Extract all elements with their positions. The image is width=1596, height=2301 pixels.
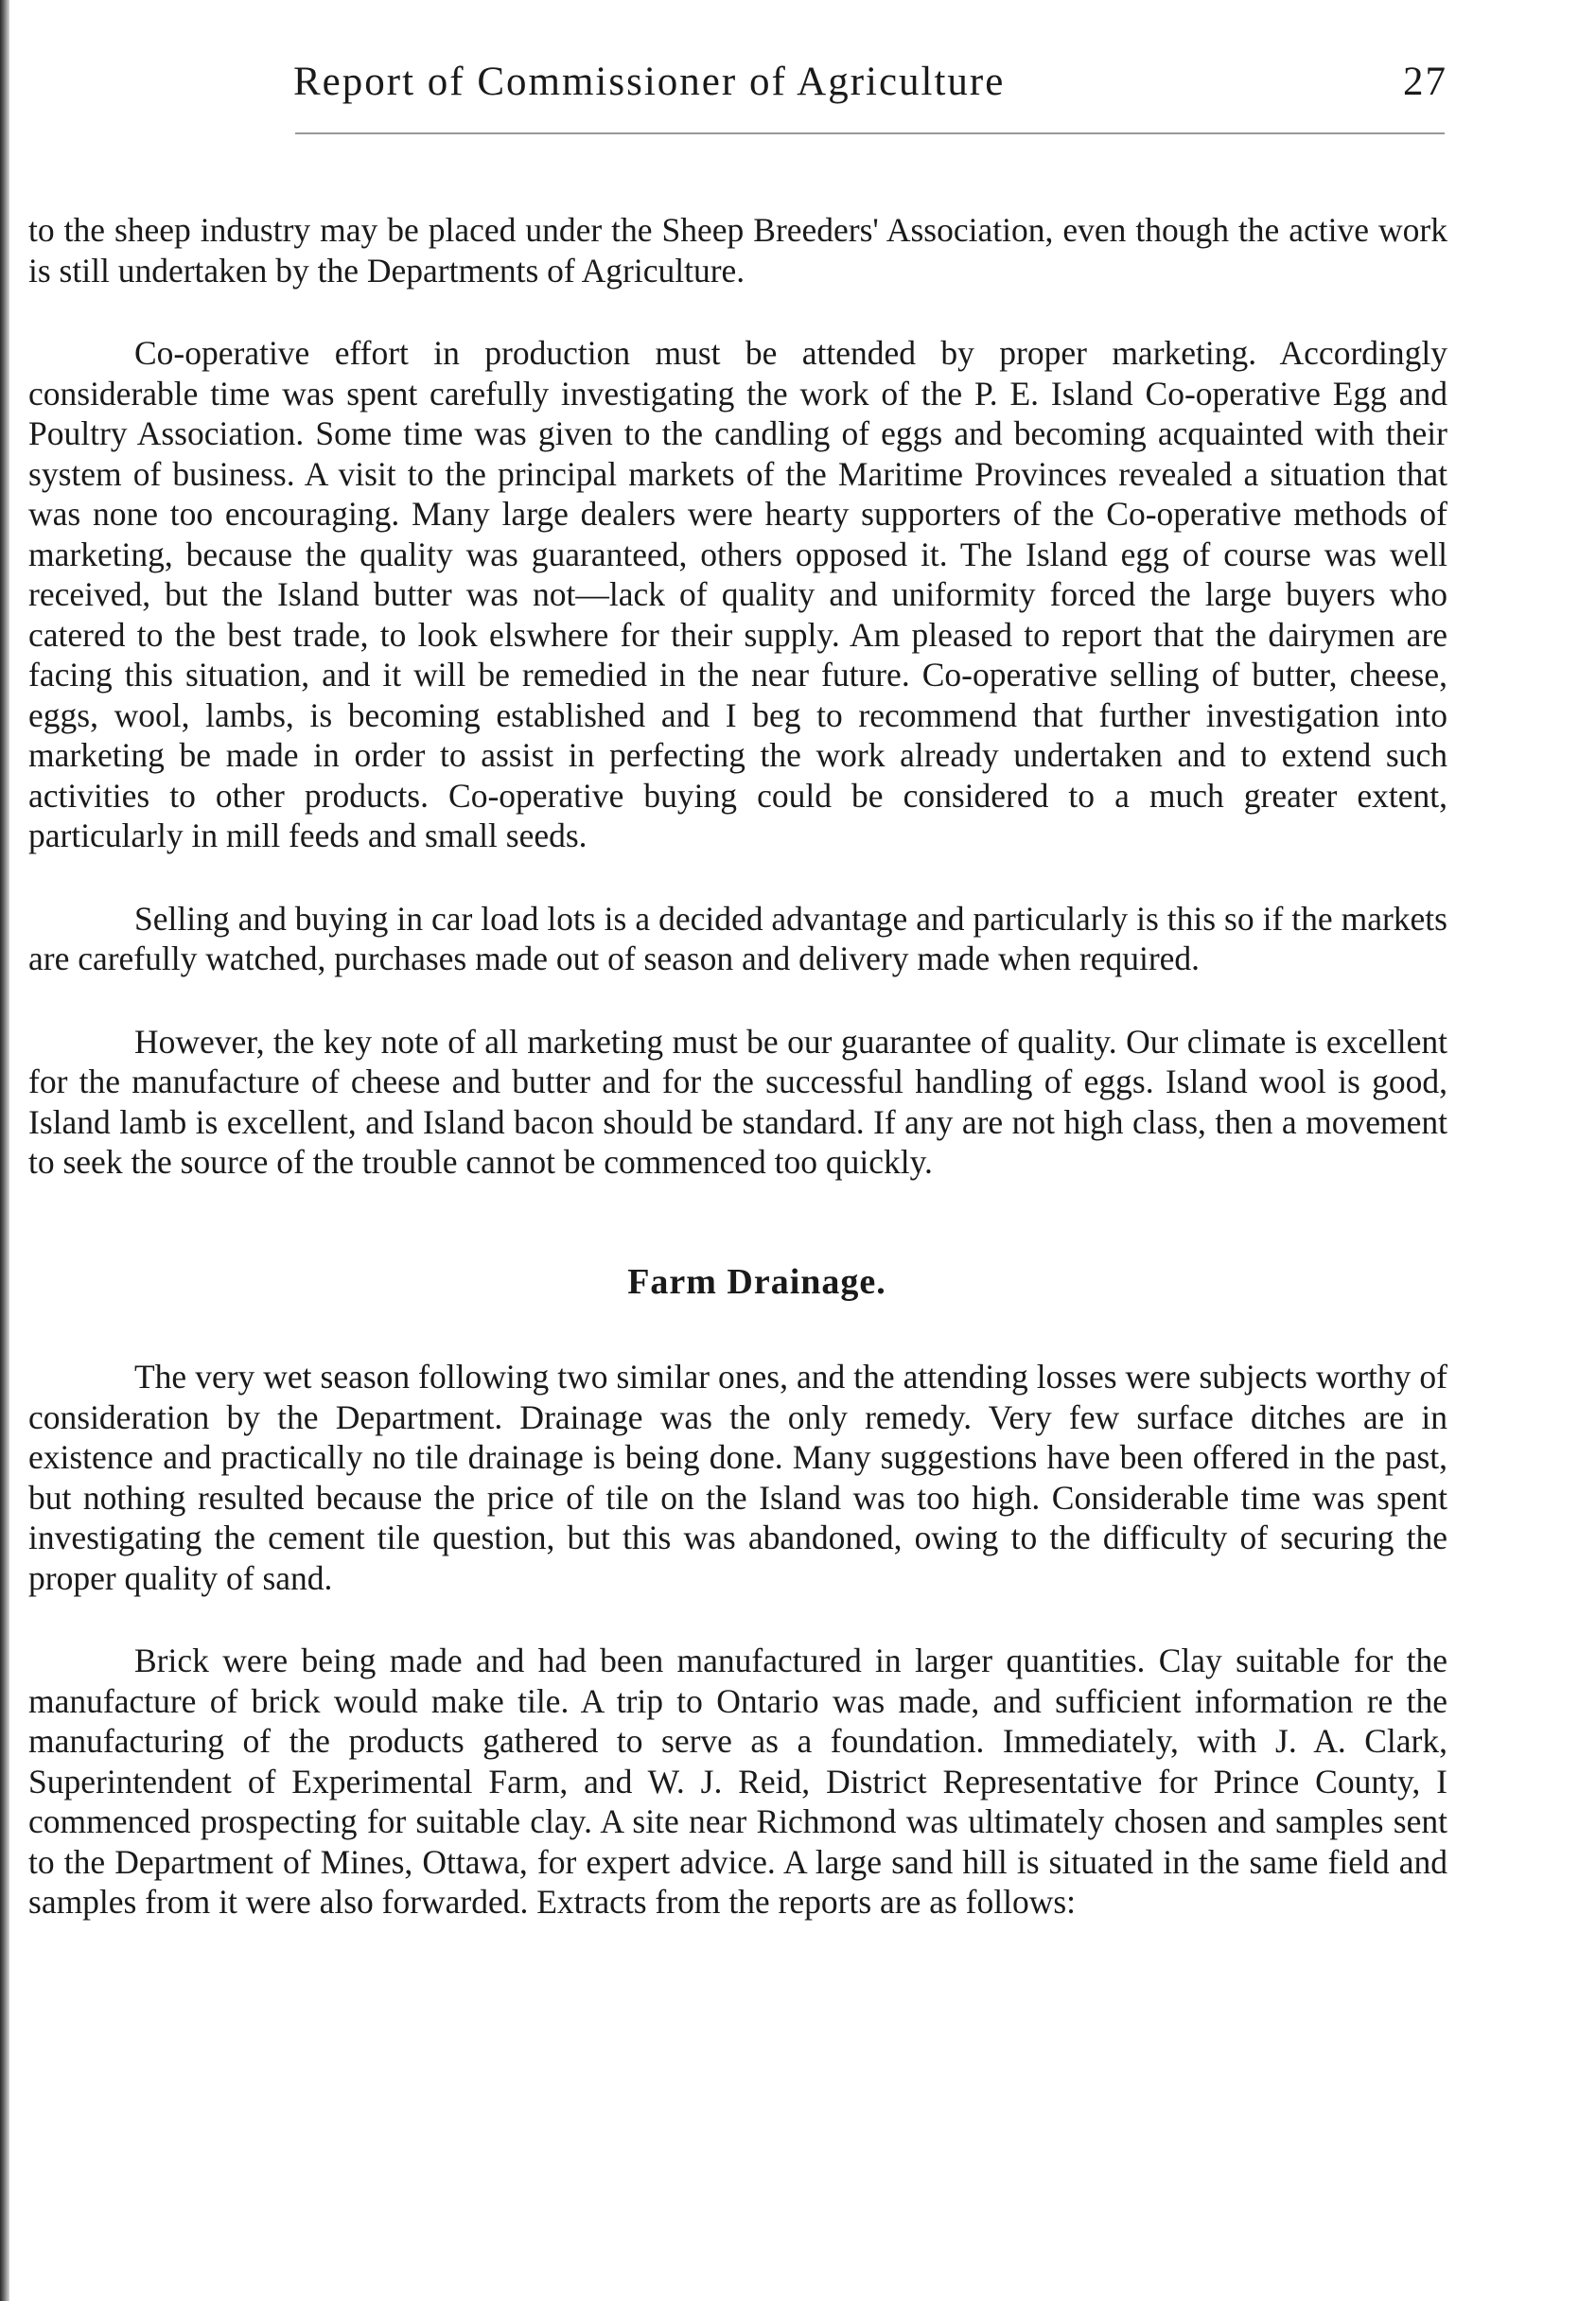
paragraph-guarantee-of-quality: However, the key note of all marketing must be our guarantee of quality. Our climate is excellent for the manufacture of cheese and butter and for the successful handling of eggs. Island wool is good, Island lamb is excellent, and Island bacon should be standard. If any are not high class, then a movement to seek the source of the trouble cannot be commenced too quickly. [28,1022,1447,1181]
paragraph-drainage: The very wet season following two similar ones, and the attending losses were subjects worthy of consideration by the Department. Drainage was the only remedy. Very few surface ditches are in existence and practically no tile drainage is being done. Many suggestions have been offered in the past, but nothing resulted because the price of tile on the Island was too high. Considerable time was spent investigating the cement tile question, but this was abandoned, owing to the difficulty of securing the proper quality of sand. [28,1358,1447,1597]
header-rule [295,132,1445,134]
running-header [293,59,1447,125]
section-heading-farm-drainage: Farm Drainage. [627,1261,886,1302]
header-title: Report of Commissioner of Agriculture [293,60,1006,104]
paragraph-cooperative-marketing: Co-operative effort in production must be attended by proper marketing. Accordingly considerable time was spent carefully investigating the work of the P. E. Island Co-operative Egg and Poultry Association. Some time was given to the candling of eggs and becoming acquainted with their system of business. A visit to the principal markets of the Maritime Provinces revealed a situation that was none too encouraging. Many large dealers were hearty supporters of the Co-operative methods of marketing, because the quality was guaranteed, others opposed it. The Island egg of course was well received, but the Island butter was not—lack of quality and uniformity forced the large buyers who catered to the best trade, to look elswhere for their supply. Am pleased to report that the dairymen are facing this situation, and it will be remedied in the near future. Co-operative selling of butter, cheese, eggs, wool, lambs, is becoming established and I beg to recommend that further investigation into marketing be made in order to assist in perfecting the work already undertaken and to extend such activities to other products. Co-operative buying could be considered to a much greater extent, particularly in mill feeds and small seeds. [28,334,1447,854]
paragraph-sheep-industry: to the sheep industry may be placed under the Sheep Breeders' Association, even though the active work is still undertaken by the Departments of Agriculture. [28,211,1447,290]
page-number: 27 [1403,60,1447,104]
page-binding-edge [0,0,9,2301]
paragraph-car-load-lots: Selling and buying in car load lots is a decided advantage and particularly is this so if the markets are carefully watched, purchases made out of season and delivery made when required. [28,899,1447,977]
page-body [28,210,1447,1923]
paragraph-brick-and-tile: Brick were being made and had been manufactured in larger quantities. Clay suitable for the manufacture of brick would make tile. A trip to Ontario was made, and sufficient information re the manufacturing of the products gathered to serve as a foundation. Immediately, with J. A. Clark, Superintendent of Experimental Farm, and W. J. Reid, District Representative for Prince County, I commenced prospecting for suitable clay. A site near Richmond was ultimately chosen and samples sent to the Department of Mines, Ottawa, for expert advice. A large sand hill is situated in the same field and samples from it were also forwarded. Extracts from the reports are as follows: [28,1642,1447,1921]
